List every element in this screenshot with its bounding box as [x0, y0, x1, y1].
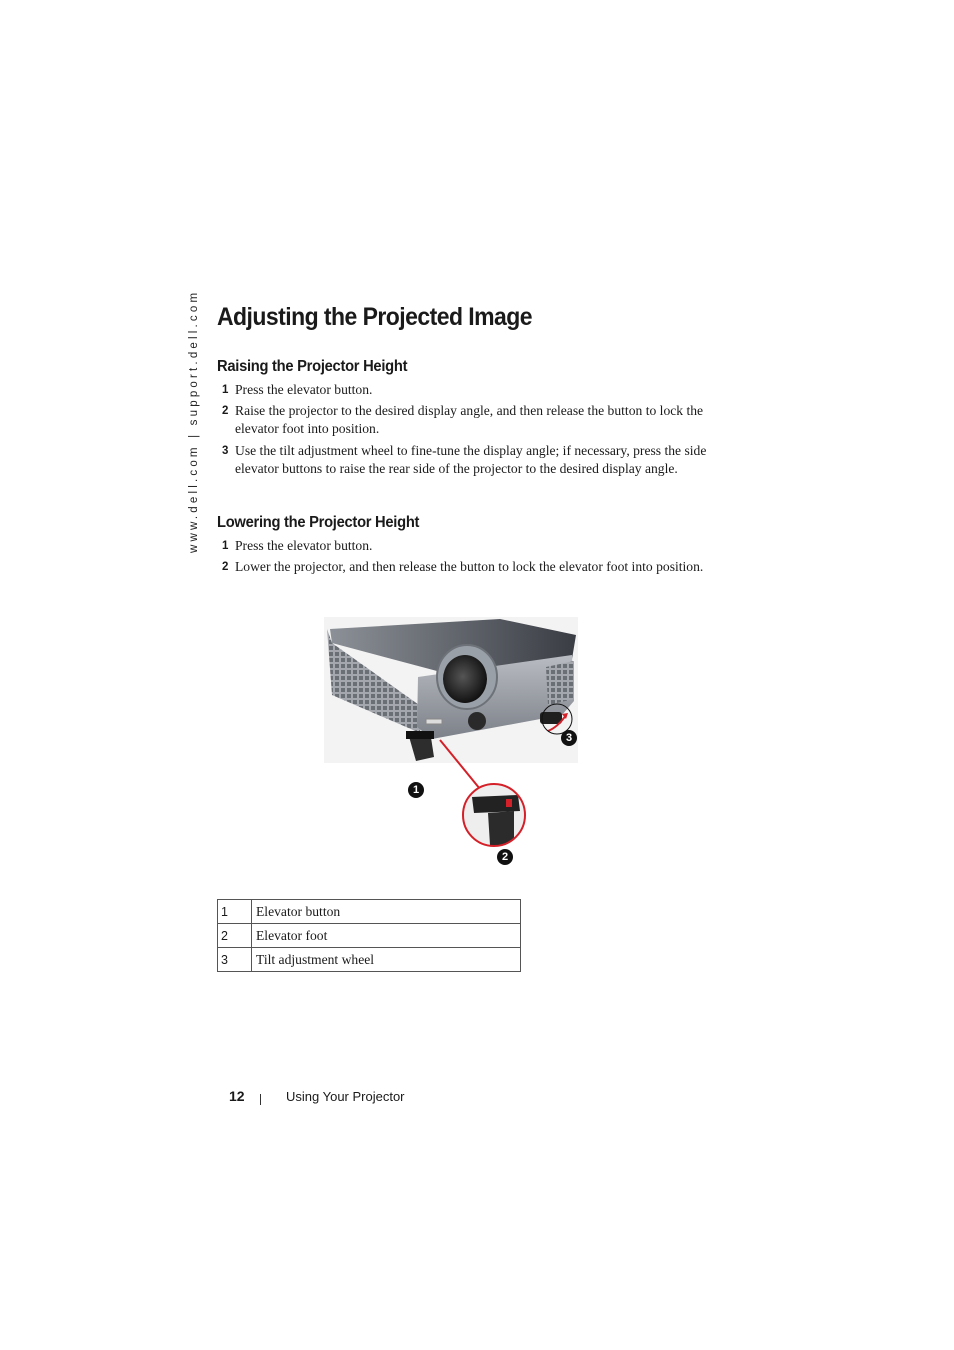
section-heading-lowering: Lowering the Projector Height: [217, 514, 420, 531]
step-number: 1: [222, 384, 229, 396]
front-vents: [546, 661, 574, 705]
side-url: www.dell.com | support.dell.com: [188, 289, 200, 553]
step-text: Press the elevator button.: [235, 382, 373, 397]
legend-number: 2: [218, 924, 252, 948]
callout-legend-table: [217, 899, 521, 972]
callout-1: 1: [408, 782, 424, 798]
lens-icon: [443, 655, 487, 703]
table-row: [218, 924, 521, 948]
step-text: Raise the projector to the desired display angle, and then release the button to lock the elevator foot into position.: [235, 403, 704, 437]
elevator-foot-base: [406, 731, 434, 739]
ir-sensor-icon: [468, 712, 486, 730]
step-item: [222, 558, 708, 576]
chapter-title: Using Your Projector: [286, 1089, 405, 1104]
step-number: 1: [222, 540, 229, 552]
legend-label: Elevator foot: [252, 924, 521, 948]
table-row: [218, 900, 521, 924]
elevator-button-icon: [426, 719, 442, 724]
step-text: Lower the projector, and then release the button to lock the elevator foot into position.: [235, 559, 704, 575]
callout-3: 3: [561, 730, 577, 746]
page-number: 12: [229, 1088, 245, 1104]
step-number: 3: [222, 444, 229, 457]
footer-divider: [260, 1094, 261, 1105]
step-number: 2: [222, 405, 229, 418]
legend-number: 3: [218, 948, 252, 972]
table-row: [218, 948, 521, 972]
projector-illustration: [322, 615, 592, 875]
step-item: [222, 537, 708, 555]
lowering-steps: [222, 537, 708, 579]
step-number: 2: [222, 561, 229, 574]
legend-label: Tilt adjustment wheel: [252, 948, 521, 972]
step-text: Press the elevator button.: [235, 538, 373, 553]
raising-steps: [222, 381, 708, 481]
step-text: Use the tilt adjustment wheel to fine-tune the display angle; if necessary, press the side elevator buttons to raise the rear side of the projector to the desired display angle.: [235, 442, 707, 476]
callout-2: 2: [497, 849, 513, 865]
section-heading-raising: Raising the Projector Height: [217, 358, 408, 375]
projector-figure: [322, 615, 592, 875]
legend-number: 1: [218, 900, 252, 924]
legend-label: Elevator button: [252, 900, 521, 924]
step-item: [222, 381, 708, 399]
step-item: [222, 402, 708, 438]
page-title: Adjusting the Projected Image: [217, 303, 532, 331]
step-item: [222, 442, 708, 478]
